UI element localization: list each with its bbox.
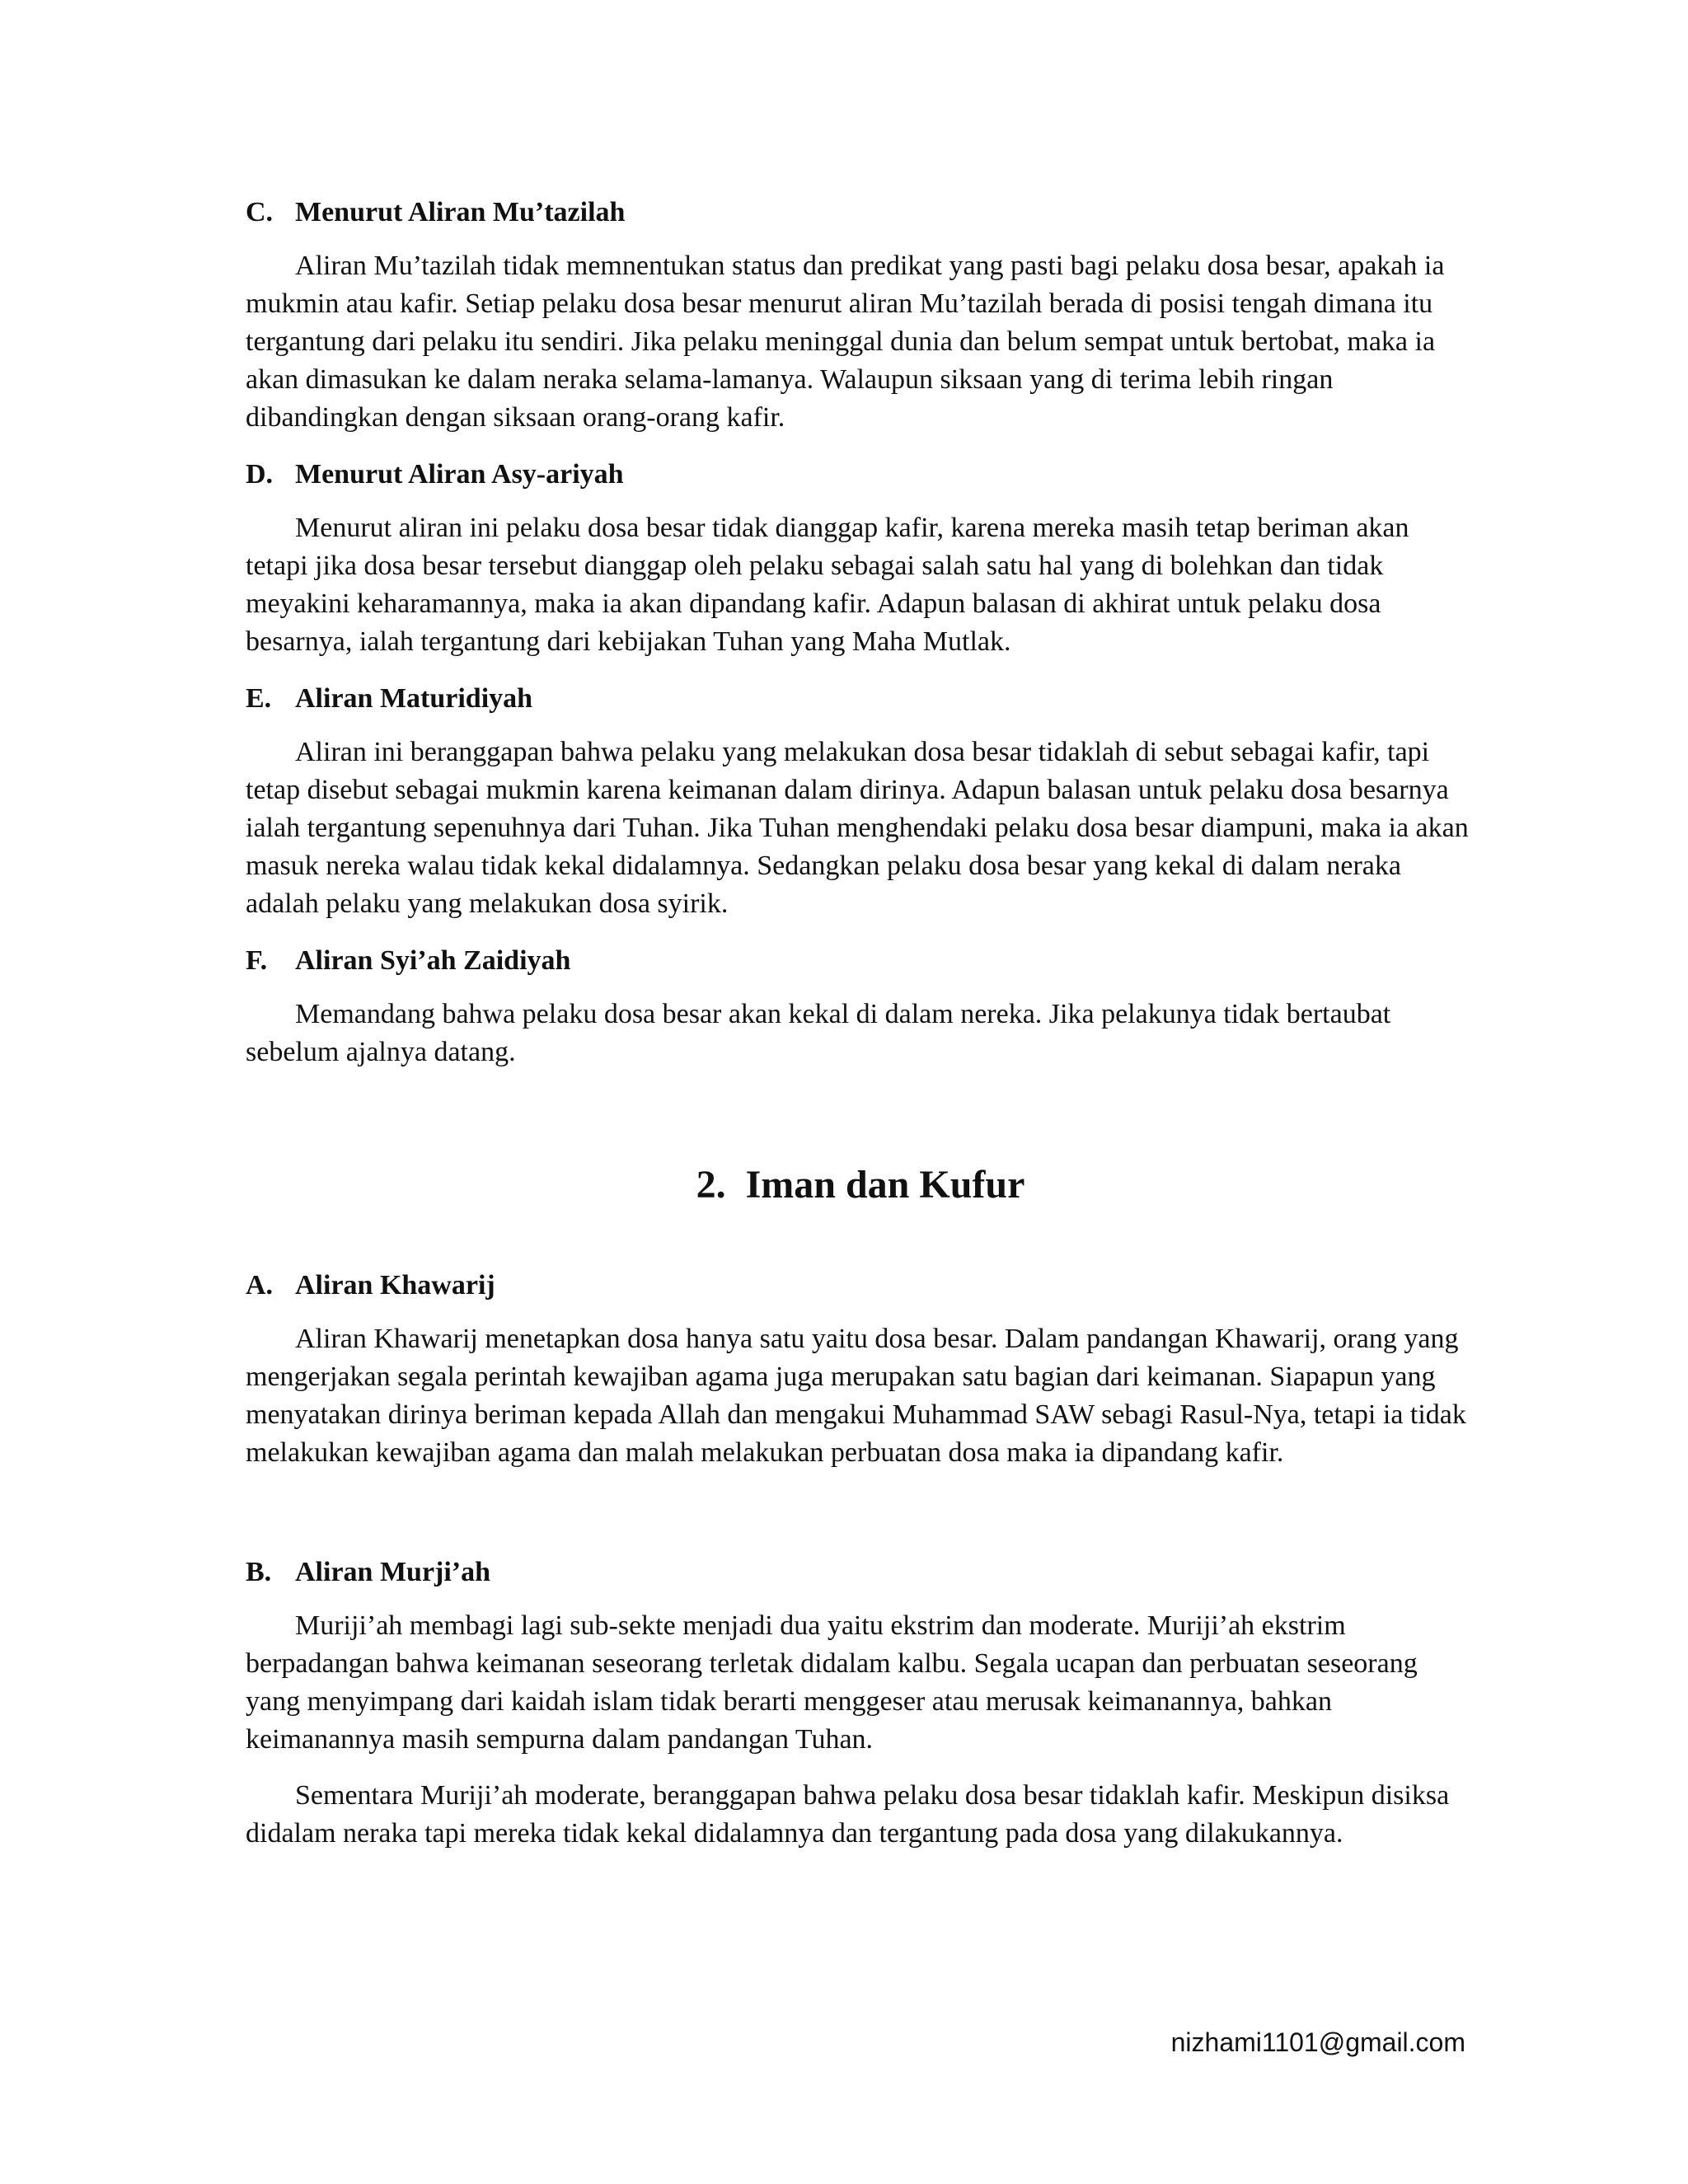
footer-email: nizhami1101@gmail.com	[1170, 2027, 1465, 2057]
section-heading-f	[246, 944, 1475, 977]
section-heading-b	[246, 1556, 1475, 1589]
paragraph: Muriji’ah membagi lagi sub-sekte menjadi dua yaitu ekstrim dan moderate. Muriji’ah ekstrim berpadangan bahwa keimanan seseorang terletak didalam kalbu. Segala ucapan dan perbuatan seseorang yang menyimpang dari kaidah islam tidak berarti menggeser atau merusak keimanannya, bahkan keimanannya masih sempurna dalam pandangan Tuhan.	[246, 1610, 1418, 1755]
section-heading-e	[246, 682, 1475, 715]
section-letter: C.	[246, 197, 274, 227]
chapter-heading	[246, 1162, 1475, 1208]
paragraph: Sementara Muriji’ah moderate, beranggapan bahwa pelaku dosa besar tidaklah kafir. Meskipun disiksa didalam neraka tapi mereka tidak kekal didalamnya dan tergantung pada dosa yang dilakukannya.	[246, 1780, 1450, 1849]
section-letter: A.	[246, 1270, 274, 1301]
section-letter: B.	[246, 1557, 272, 1587]
paragraph: Menurut aliran ini pelaku dosa besar tidak dianggap kafir, karena mereka masih tetap beriman akan tetapi jika dosa besar tersebut dianggap oleh pelaku sebagai salah satu hal yang di bolehkan dan tidak meyakini keharamannya, maka ia akan dipandang kafir. Adapun balasan di akhirat untuk pelaku dosa besarnya, ialah tergantung dari kebijakan Tuhan yang Maha Mutlak.	[246, 513, 1409, 657]
paragraph: Aliran ini beranggapan bahwa pelaku yang melakukan dosa besar tidaklah di sebut sebagai kafir, tapi tetap disebut sebagai mukmin karena keimanan dalam dirinya. Adapun balasan untuk pelaku dosa besarnya ialah tergantung sepenuhnya dari Tuhan. Jika Tuhan menghendaki pelaku dosa besar diampuni, maka ia akan masuk nereka walau tidak kekal didalamnya. Sedangkan pelaku dosa besar yang kekal di dalam neraka adalah pelaku yang melakukan dosa syirik.	[246, 737, 1469, 919]
paragraph: Memandang bahwa pelaku dosa besar akan kekal di dalam nereka. Jika pelakunya tidak bertaubat sebelum ajalnya datang.	[246, 999, 1391, 1067]
section-title: Menurut Aliran Asy-ariyah	[295, 459, 624, 490]
section-title: Aliran Khawarij	[295, 1270, 495, 1301]
section-letter: D.	[246, 459, 274, 490]
section-title: Aliran Murji’ah	[295, 1557, 491, 1587]
paragraph: Aliran Khawarij menetapkan dosa hanya satu yaitu dosa besar. Dalam pandangan Khawarij, orang yang mengerjakan segala perintah kewajiban agama juga merupakan satu bagian dari keimanan. Siapapun yang menyatakan dirinya beriman kepada Allah dan mengakui Muhammad SAW sebagi Rasul-Nya, tetapi ia tidak melakukan kewajiban agama dan malah melakukan perbuatan dosa maka ia dipandang kafir.	[246, 1324, 1466, 1468]
section-letter: F.	[246, 945, 268, 976]
section-letter: E.	[246, 683, 272, 714]
document-page	[246, 196, 1475, 1853]
paragraph: Aliran Mu’tazilah tidak memnentukan status dan predikat yang pasti bagi pelaku dosa besar, apakah ia mukmin atau kafir. Setiap pelaku dosa besar menurut aliran Mu’tazilah berada di posisi tengah dimana itu tergantung dari pelaku itu sendiri. Jika pelaku meninggal dunia dan belum sempat untuk bertobat, maka ia akan dimasukan ke dalam neraka selama-lamanya. Walaupun siksaan yang di terima lebih ringan dibandingkan dengan siksaan orang-orang kafir.	[246, 251, 1445, 433]
chapter-number: 2.	[696, 1163, 726, 1207]
chapter-title: Iman dan Kufur	[745, 1163, 1025, 1207]
section-title: Menurut Aliran Mu’tazilah	[295, 197, 626, 227]
section-title: Aliran Maturidiyah	[295, 683, 533, 714]
section-title: Aliran Syi’ah Zaidiyah	[295, 945, 571, 976]
section-heading-a	[246, 1269, 1475, 1302]
section-heading-d	[246, 458, 1475, 491]
section-heading-c	[246, 196, 1475, 229]
